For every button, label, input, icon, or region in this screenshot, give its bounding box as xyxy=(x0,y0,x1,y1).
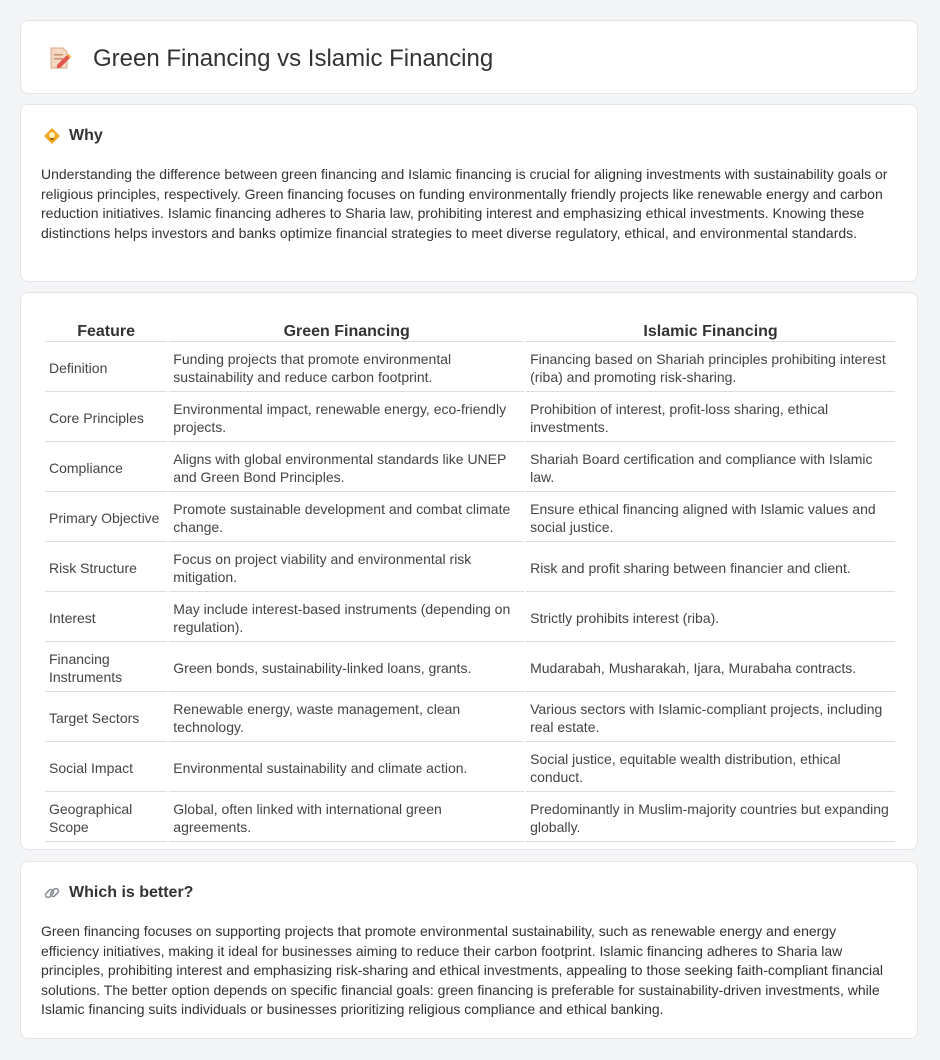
islamic-financing-cell: Predominantly in Muslim-majority countries but expanding globally. xyxy=(526,794,895,842)
table-row xyxy=(45,344,895,392)
why-section xyxy=(20,104,918,282)
green-financing-cell: Renewable energy, waste management, clean technology. xyxy=(169,694,524,742)
islamic-financing-cell: Mudarabah, Musharakah, Ijara, Murabaha contracts. xyxy=(526,644,895,692)
which-better-section xyxy=(20,861,918,1039)
page-title: Green Financing vs Islamic Financing xyxy=(93,45,494,72)
green-financing-cell: Aligns with global environmental standards like UNEP and Green Bond Principles. xyxy=(169,444,524,492)
table-row xyxy=(45,544,895,592)
table-row xyxy=(45,394,895,442)
islamic-financing-cell: Ensure ethical financing aligned with Islamic values and social justice. xyxy=(526,494,895,542)
green-financing-cell: Promote sustainable development and combat climate change. xyxy=(169,494,524,542)
table-row xyxy=(45,594,895,642)
title-card xyxy=(20,20,918,94)
table-row xyxy=(45,644,895,692)
why-heading: Why xyxy=(69,127,103,144)
green-financing-cell: Environmental impact, renewable energy, eco-friendly projects. xyxy=(169,394,524,442)
feature-cell: Compliance xyxy=(45,444,167,492)
table-row xyxy=(45,494,895,542)
green-financing-cell: Focus on project viability and environmental risk mitigation. xyxy=(169,544,524,592)
better-heading: Which is better? xyxy=(69,884,194,901)
feature-cell: Social Impact xyxy=(45,744,167,792)
table-row xyxy=(45,744,895,792)
green-financing-cell: Environmental sustainability and climate action. xyxy=(169,744,524,792)
feature-cell: Geographical Scope xyxy=(45,794,167,842)
better-text: Green financing focuses on supporting projects that promote environmental sustainability, such as renewable energy and energy efficiency initiatives, making it ideal for businesses aiming to reduce their carbon footprint. Islamic financing adheres to Sharia law principles, prohibiting interest and emphasizing risk-sharing and ethical investments, appealing to those seeking faith-compliant financial solutions. The better option depends on specific financial goals: green financing is preferable for sustainability-driven investments, while Islamic financing suits individuals or businesses prioritizing religious compliance and ethical banking. xyxy=(41,923,884,1018)
feature-cell: Financing Instruments xyxy=(45,644,167,692)
why-text: Understanding the difference between green financing and Islamic financing is crucial for aligning investments with sustainability goals or religious principles, respectively. Green financing focuses on funding environmentally friendly projects like renewable energy and carbon reduction initiatives. Islamic financing adheres to Sharia law, prohibiting interest and emphasizing ethical investments. Knowing these distinctions helps investors and banks optimize financial strategies to meet diverse regulatory, ethical, and environmental standards. xyxy=(41,166,888,241)
feature-cell: Risk Structure xyxy=(45,544,167,592)
comparison-table-card xyxy=(20,292,918,850)
link-icon xyxy=(43,884,61,902)
column-header: Islamic Financing xyxy=(526,315,895,342)
feature-cell: Definition xyxy=(45,344,167,392)
table-header-row xyxy=(45,315,895,342)
feature-cell: Primary Objective xyxy=(45,494,167,542)
islamic-financing-cell: Social justice, equitable wealth distribution, ethical conduct. xyxy=(526,744,895,792)
green-financing-cell: Green bonds, sustainability-linked loans, grants. xyxy=(169,644,524,692)
islamic-financing-cell: Prohibition of interest, profit-loss sharing, ethical investments. xyxy=(526,394,895,442)
green-financing-cell: Funding projects that promote environmental sustainability and reduce carbon footprint. xyxy=(169,344,524,392)
islamic-financing-cell: Various sectors with Islamic-compliant projects, including real estate. xyxy=(526,694,895,742)
column-header: Feature xyxy=(45,315,167,342)
lightbulb-icon xyxy=(43,127,61,145)
comparison-table xyxy=(43,313,897,844)
green-financing-cell: May include interest-based instruments (depending on regulation). xyxy=(169,594,524,642)
table-row xyxy=(45,444,895,492)
islamic-financing-cell: Shariah Board certification and compliance with Islamic law. xyxy=(526,444,895,492)
islamic-financing-cell: Risk and profit sharing between financier and client. xyxy=(526,544,895,592)
feature-cell: Target Sectors xyxy=(45,694,167,742)
document-edit-icon xyxy=(47,45,73,71)
table-row xyxy=(45,694,895,742)
feature-cell: Core Principles xyxy=(45,394,167,442)
table-row xyxy=(45,794,895,842)
islamic-financing-cell: Financing based on Shariah principles prohibiting interest (riba) and promoting risk-sharing. xyxy=(526,344,895,392)
green-financing-cell: Global, often linked with international green agreements. xyxy=(169,794,524,842)
feature-cell: Interest xyxy=(45,594,167,642)
islamic-financing-cell: Strictly prohibits interest (riba). xyxy=(526,594,895,642)
column-header: Green Financing xyxy=(169,315,524,342)
